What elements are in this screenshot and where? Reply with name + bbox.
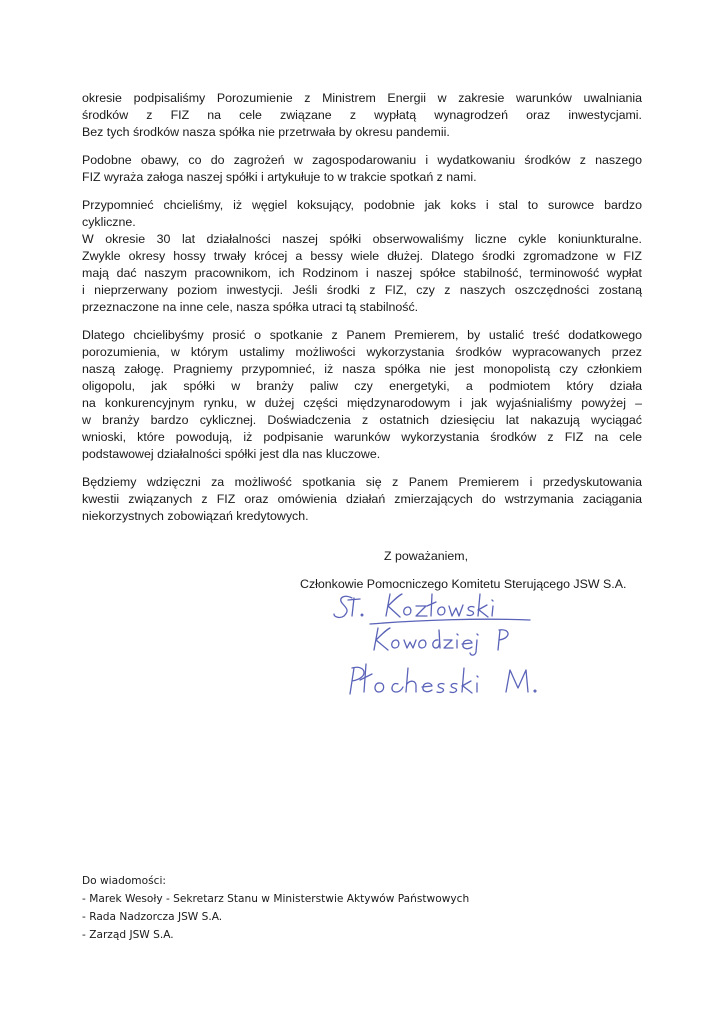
paragraph-3 <box>82 197 642 316</box>
text-line: oligopolu, jak spółki w branży paliw czy energetyki, a podmiotem który działa <box>82 379 642 393</box>
text-line: Bez tych środków nasza spółka nie przetrwała by okresu pandemii. <box>82 125 450 139</box>
text-line: Zwykle okresy hossy trwały krócej a bessy wiele dłużej. Dlatego środki zgromadzone w FIZ <box>82 249 642 263</box>
text-line: podstawowej działalności spółki jest dla nas kluczowe. <box>82 447 381 461</box>
text-line: FIZ wyraża załoga naszej spółki i artykułuje to w trakcie spotkań z nami. <box>82 170 477 184</box>
cc-block <box>82 872 469 944</box>
text-line: okresie podpisaliśmy Porozumienie z Ministrem Energii w zakresie warunków uwalniania <box>82 91 642 105</box>
text-line: niekorzystnych zobowiązań kredytowych. <box>82 509 309 523</box>
cc-item: - Zarząd JSW S.A. <box>82 929 174 941</box>
text-line: przeznaczone na inne cele, nasza spółka utraci tą stabilność. <box>82 300 419 314</box>
paragraph-1 <box>82 90 642 141</box>
signature-kozlowski <box>334 594 530 624</box>
paragraph-2 <box>82 152 642 186</box>
text-line: Dlatego chcielibyśmy prosić o spotkanie z Panem Premierem, by ustalić treść dodatkowego <box>82 328 642 342</box>
text-line: porozumienia, w którym ustalimy możliwości wykorzystania środków wypracowanych przez <box>82 345 642 359</box>
closing-salutation: Z poważaniem, <box>384 549 469 563</box>
text-line: i nieprzerwany poziom inwestycji. Jeśli środki z FIZ, czy z naszych oszczędności zostaną <box>82 283 642 297</box>
text-line: mają dać naszym pracownikom, ich Rodzinom i naszej spółce stabilność, terminowość wypłat <box>82 266 642 280</box>
text-line: Podobne obawy, co do zagrożeń w zagospodarowaniu i wydatkowaniu środków z naszego <box>82 153 642 167</box>
text-line: wnioski, które powodują, iż podpisanie warunków wykorzystania środków z FIZ na cele <box>82 430 642 444</box>
handwritten-signatures <box>330 584 590 704</box>
text-line: Będziemy wdzięczni za możliwość spotkania się z Panem Premierem i przedyskutowania <box>82 475 642 489</box>
text-line: na konkurencyjnym rynku, w dużej części międzynarodowym i jak wyjaśnialiśmy powyżej – <box>82 396 642 410</box>
text-line: cykliczne. <box>82 215 136 229</box>
text-line: naszą załogę. Pragniemy przypomnieć, iż nasza spółka nie jest monopolistą czy członkiem <box>82 362 642 376</box>
signature-kowodziej <box>374 628 508 655</box>
cc-heading: Do wiadomości: <box>82 875 166 887</box>
letter-body <box>82 90 642 525</box>
text-line: Przypomnieć chcieliśmy, iż węgiel koksujący, podobnie jak koks i stal to surowce bardzo <box>82 198 642 212</box>
text-line: środków z FIZ na cele związane z wypłatą wynagrodzeń oraz inwestycjami. <box>82 108 642 122</box>
text-line: W okresie 30 lat działalności naszej spółki obserwowaliśmy liczne cykle koniunkturalne. <box>82 232 642 246</box>
signature-plochesski <box>350 664 536 694</box>
paragraph-4 <box>82 327 642 463</box>
paragraph-5 <box>82 474 642 525</box>
text-line: kwestii związanych z FIZ oraz omówienia działań zmierzających do wstrzymania zaciągania <box>82 492 642 506</box>
signers-line: Członkowie Pomocniczego Komitetu Sterującego JSW S.A. <box>300 577 627 591</box>
cc-item: - Marek Wesoły - Sekretarz Stanu w Ministerstwie Aktywów Państwowych <box>82 893 470 905</box>
cc-item: - Rada Nadzorcza JSW S.A. <box>82 911 223 923</box>
text-line: w branży bardzo cyklicznej. Doświadczenia z ostatnich dziesięciu lat nakazują wyciągać <box>82 413 642 427</box>
